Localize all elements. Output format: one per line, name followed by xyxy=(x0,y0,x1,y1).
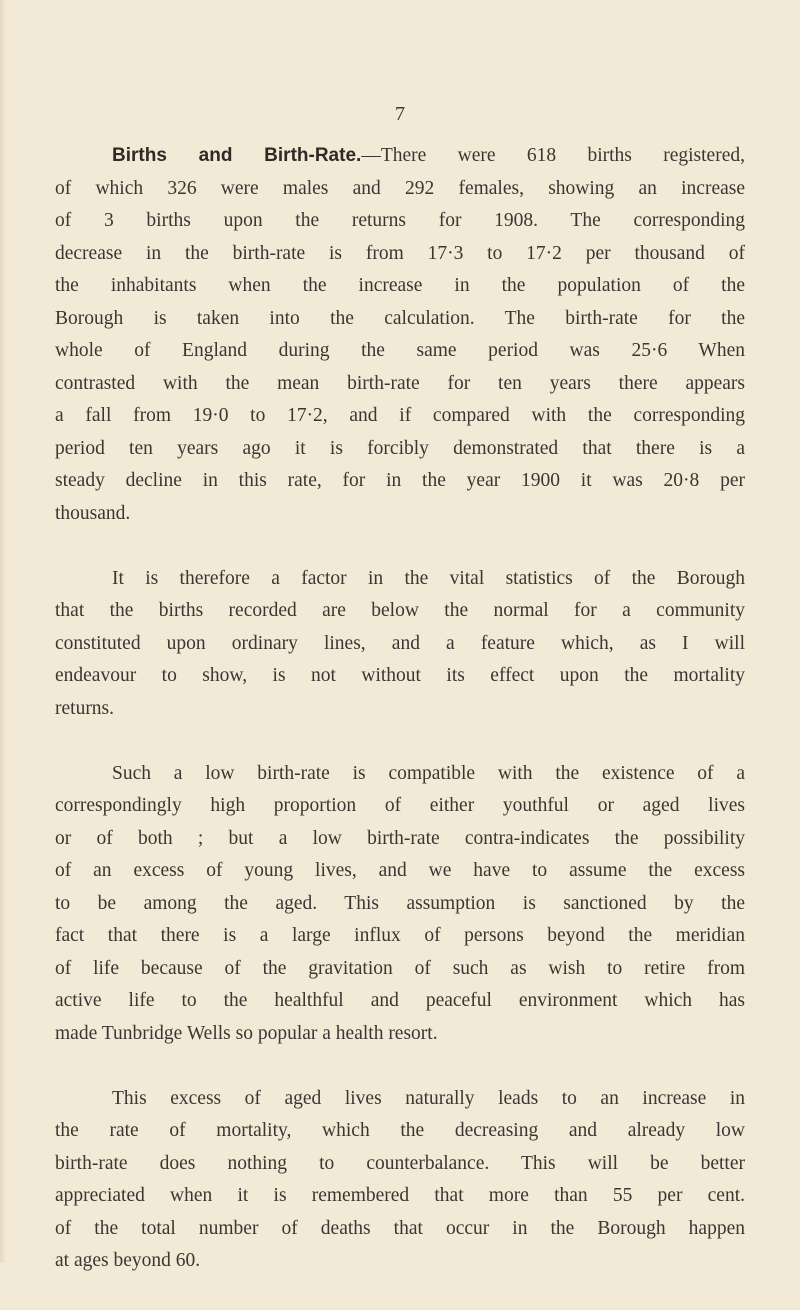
text-line: endeavour to show, is not without its effect upon the mortality xyxy=(55,665,745,686)
paragraph xyxy=(55,140,745,530)
text-line: returns. xyxy=(55,697,115,719)
page-number: 7 xyxy=(395,103,405,125)
text-line: steady decline in this rate, for in the year 1900 it was 20·8 per xyxy=(55,470,745,491)
page-edge-shadow xyxy=(0,0,6,1263)
paragraph xyxy=(55,563,745,726)
text-line: a fall from 19·0 to 17·2, and if compared with the corresponding xyxy=(55,405,745,426)
text-line: Such a low birth-rate is compatible with the existence of a xyxy=(112,762,745,784)
text-line: constituted upon ordinary lines, and a feature which, as I will xyxy=(55,632,745,654)
text-line xyxy=(55,140,745,173)
text-line: of the total number of deaths that occur in the Borough happen xyxy=(55,1217,745,1239)
text-line: decrease in the birth-rate is from 17·3 to 17·2 per thousand of xyxy=(55,242,745,264)
text-line: the rate of mortality, which the decreasing and already low xyxy=(55,1120,745,1141)
text-line: period ten years ago it is forcibly demonstrated that there is a xyxy=(55,437,745,459)
body-text xyxy=(55,140,745,1310)
text-line: It is therefore a factor in the vital statistics of the Borough xyxy=(112,567,745,589)
paragraph xyxy=(55,758,745,1051)
text-line: or of both ; but a low birth-rate contra-indicates the possibility xyxy=(55,827,745,849)
text-line: correspondingly high proportion of either youthful or aged lives xyxy=(55,795,745,816)
text-run: —There were 618 births registered, xyxy=(361,145,745,166)
text-line: of life because of the gravitation of such as wish to retire from xyxy=(55,957,745,979)
text-line: thousand. xyxy=(55,502,131,524)
text-line: at ages beyond 60. xyxy=(55,1250,201,1271)
text-line: contrasted with the mean birth-rate for ten years there appears xyxy=(55,372,745,394)
text-line: of an excess of young lives, and we have to assume the excess xyxy=(55,860,745,881)
paragraph xyxy=(55,1083,745,1278)
text-line: whole of England during the same period was 25·6 When xyxy=(55,340,745,361)
text-line: appreciated when it is remembered that more than 55 per cent. xyxy=(55,1185,745,1206)
text-line: fact that there is a large influx of persons beyond the meridian xyxy=(55,925,745,946)
text-line: of which 326 were males and 292 females, showing an increase xyxy=(55,177,745,199)
text-line: made Tunbridge Wells so popular a health resort. xyxy=(55,1022,438,1044)
text-line: active life to the healthful and peaceful environment which has xyxy=(55,990,745,1011)
text-line: that the births recorded are below the normal for a community xyxy=(55,600,745,621)
text-line: birth-rate does nothing to counterbalance. This will be better xyxy=(55,1152,745,1174)
section-heading: Births and Birth-Rate. xyxy=(112,145,362,166)
text-line: the inhabitants when the increase in the population of the xyxy=(55,275,745,296)
text-line: This excess of aged lives naturally leads to an increase in xyxy=(112,1087,745,1109)
text-line: to be among the aged. This assumption is sanctioned by the xyxy=(55,892,745,914)
text-line: of 3 births upon the returns for 1908. The corresponding xyxy=(55,210,745,231)
text-line: Borough is taken into the calculation. The birth-rate for the xyxy=(55,307,745,329)
